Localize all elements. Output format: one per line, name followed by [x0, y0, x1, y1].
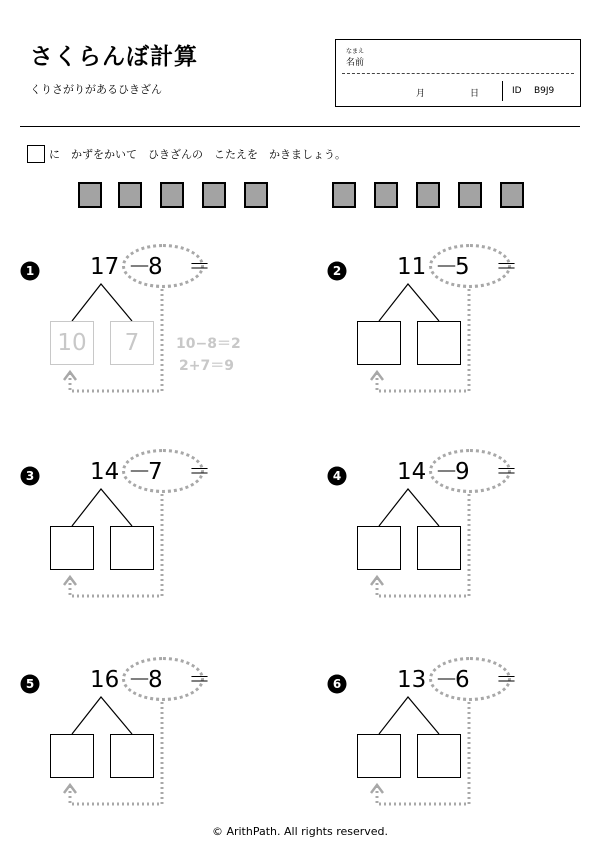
id-divider: [502, 81, 503, 101]
id-label: ID: [512, 86, 522, 96]
problem-number: 5: [25, 677, 35, 692]
answer-box[interactable]: [50, 734, 94, 778]
instruction-box-icon: [27, 145, 45, 163]
equals-sign: ＝: [495, 459, 518, 485]
minuend: 14: [90, 459, 120, 485]
answer-square[interactable]: [244, 182, 268, 208]
minuend: 16: [90, 667, 120, 693]
equals-sign: ＝: [495, 667, 518, 693]
minus-sign: －: [435, 459, 458, 485]
subtrahend: 7: [148, 459, 163, 485]
name-ruby: なまえ: [346, 48, 365, 55]
answer-square[interactable]: [78, 182, 102, 208]
answer-square[interactable]: [202, 182, 226, 208]
answer-square[interactable]: [160, 182, 184, 208]
problem-3: [20, 458, 280, 618]
header-divider: [20, 126, 580, 127]
equals-sign: ＝: [188, 254, 211, 280]
minus-sign: －: [128, 667, 151, 693]
answer-box[interactable]: [110, 526, 154, 570]
answer-box[interactable]: [417, 321, 461, 365]
problem-number: 1: [25, 264, 35, 279]
name-dotted-line: [342, 73, 574, 74]
answer-box[interactable]: [50, 526, 94, 570]
id-value: B9J9: [534, 86, 555, 96]
answer-square[interactable]: [416, 182, 440, 208]
subtrahend: 8: [148, 667, 163, 693]
minuend: 17: [90, 254, 120, 280]
equals-sign: ＝: [495, 254, 518, 280]
example-answer-box[interactable]: 10: [50, 321, 94, 365]
day-label: 日: [470, 89, 480, 99]
answer-square[interactable]: [500, 182, 524, 208]
equals-sign: ＝: [188, 667, 211, 693]
minuend: 13: [397, 667, 427, 693]
equals-sign: ＝: [188, 459, 211, 485]
answer-square[interactable]: [458, 182, 482, 208]
answer-box[interactable]: [417, 734, 461, 778]
name-box: [335, 39, 581, 107]
problem-5: [20, 666, 280, 826]
minuend: 11: [397, 254, 427, 280]
example-answer-box[interactable]: 7: [110, 321, 154, 365]
problem-number: 6: [332, 677, 342, 692]
worksheet-subtitle: くりさがりがあるひきざん: [30, 83, 162, 96]
subtrahend: 9: [455, 459, 470, 485]
answer-box[interactable]: [357, 734, 401, 778]
subtrahend: 5: [455, 254, 470, 280]
problem-2: [327, 253, 587, 413]
example-hint: 2+7＝9: [179, 358, 234, 374]
subtrahend: 6: [455, 667, 470, 693]
example-hint: 10−8＝2: [176, 336, 241, 352]
answer-square[interactable]: [118, 182, 142, 208]
problem-4: [327, 458, 587, 618]
minus-sign: －: [435, 254, 458, 280]
minus-sign: －: [435, 667, 458, 693]
problem-6: [327, 666, 587, 826]
answer-box[interactable]: [417, 526, 461, 570]
answer-box[interactable]: [110, 734, 154, 778]
footer-copyright: © ArithPath. All rights reserved.: [211, 825, 389, 838]
problem-number: 3: [25, 469, 35, 484]
minus-sign: －: [128, 459, 151, 485]
worksheet-title: さくらんぼ計算: [30, 44, 198, 70]
answer-box[interactable]: [357, 526, 401, 570]
month-label: 月: [416, 89, 426, 99]
minus-sign: －: [128, 254, 151, 280]
problem-number: 4: [332, 469, 342, 484]
answer-square[interactable]: [332, 182, 356, 208]
answer-square[interactable]: [374, 182, 398, 208]
instruction-text: に かずをかいて ひきざんの こたえを かきましょう。: [49, 148, 346, 161]
name-label: 名前: [346, 58, 365, 68]
minuend: 14: [397, 459, 427, 485]
answer-box[interactable]: [357, 321, 401, 365]
subtrahend: 8: [148, 254, 163, 280]
problem-number: 2: [332, 264, 342, 279]
problem-1: [20, 253, 280, 413]
